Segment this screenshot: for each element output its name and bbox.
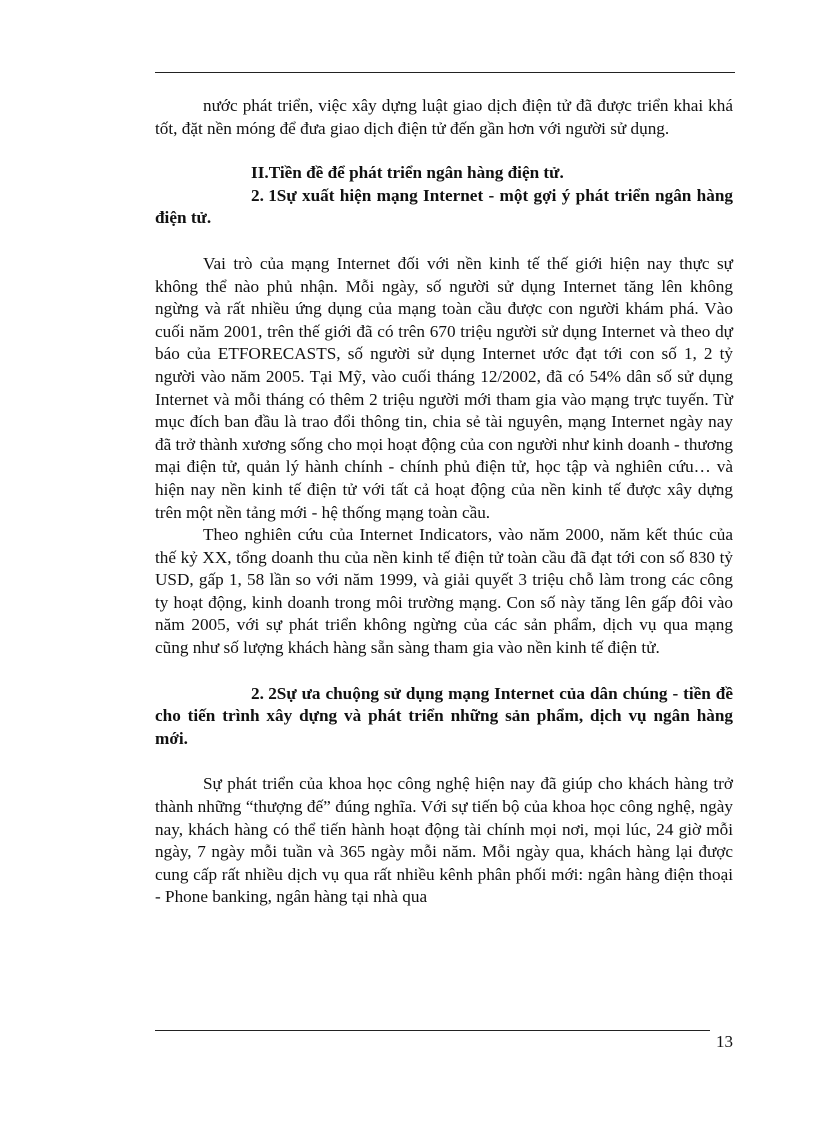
footer-rule: [155, 1030, 710, 1031]
page-content: [155, 95, 733, 909]
paragraph-1: Vai trò của mạng Internet đối với nền kinh tế thế giới hiện nay thực sự không thể nào phủ nhận. Mỗi ngày, số người sử dụng Internet tăng lên không ngừng và rất nhiều ứng dụng của mạng toàn cầu được con người khám phá. Vào cuối năm 2001, trên thế giới đã có trên 670 triệu người sử dụng Internet và theo dự báo của ETFORECASTS, số người sử dụng Internet ước đạt tới con số 1, 2 tỷ người vào năm 2005. Tại Mỹ, vào cuối tháng 12/2002, đã có 54% dân số sử dụng Internet và mỗi tháng có thêm 2 triệu người mới tham gia vào mạng trực tuyến. Từ mục đích ban đầu là trao đổi thông tin, chia sẻ tài nguyên, mạng Internet ngày nay đã trở thành xương sống cho mọi hoạt động của con người như kinh doanh - thương mại điện tử, quản lý hành chính - chính phủ điện tử, học tập và nghiên cứu… và hiện nay nền kinh tế điện tử với tất cả hoạt động của nền kinh tế được xây dựng trên một nền tảng mới - hệ thống mạng toàn cầu.: [155, 253, 733, 522]
subsection-1-heading: [155, 185, 733, 230]
header-rule: [155, 72, 735, 73]
subsection-1-title: Sự xuất hiện mạng Internet - một gợi ý phát triển ngân hàng điện tử.: [155, 185, 733, 228]
paragraph-2: Theo nghiên cứu của Internet Indicators, vào năm 2000, năm kết thúc của thế kỷ XX, tổng doanh thu của nền kinh tế điện tử toàn cầu đã đạt tới con số 830 tỷ USD, gấp 1, 58 lần so với năm 1999, và giải quyết 3 triệu chỗ làm trong các công ty hoạt động, kinh doanh trong môi trường mạng. Con số này tăng lên gấp đôi vào năm 2005, với sự phát triển không ngừng của các sản phẩm, dịch vụ qua mạng cũng như số lượng khách hàng sẵn sàng tham gia vào nền kinh tế điện tử.: [155, 525, 733, 658]
section-heading: [155, 162, 733, 185]
intro-paragraph: nước phát triển, việc xây dựng luật giao dịch điện tử đã được triển khai khá tốt, đặt nền móng để đưa giao dịch điện tử đến gần hơn với người sử dụng.: [155, 96, 733, 138]
page-number: 13: [716, 1032, 733, 1051]
spacer: [155, 230, 733, 253]
subsection-2-heading: [155, 683, 733, 751]
paragraph-3: Sự phát triển của khoa học công nghệ hiện nay đã giúp cho khách hàng trở thành những “thượng đế” đúng nghĩa. Với sự tiến bộ của khoa học công nghệ, ngày nay, khách hàng có thể tiến hành hoạt động tài chính mọi nơi, mọi lúc, 24 giờ mỗi ngày, 7 ngày mỗi tuần và 365 ngày mỗi năm. Mỗi ngày qua, khách hàng lại được cung cấp rất nhiều dịch vụ qua rất nhiều kênh phân phối mới: ngân hàng điện thoại - Phone banking, ngân hàng tại nhà qua: [155, 774, 733, 907]
subsection-2-title: Sự ưa chuộng sử dụng mạng Internet của dân chúng - tiền đề cho tiến trình xây dựng và phát triển những sản phẩm, dịch vụ ngân hàng mới.: [155, 683, 733, 748]
spacer: [155, 750, 733, 773]
subsection-1-number: 2. 1: [251, 185, 277, 205]
section-title: Tiền đề để phát triển ngân hàng điện tử.: [268, 163, 564, 183]
section-number: II.: [251, 163, 269, 183]
spacer: [155, 140, 733, 162]
spacer: [155, 660, 733, 683]
subsection-2-number: 2. 2: [251, 683, 277, 703]
